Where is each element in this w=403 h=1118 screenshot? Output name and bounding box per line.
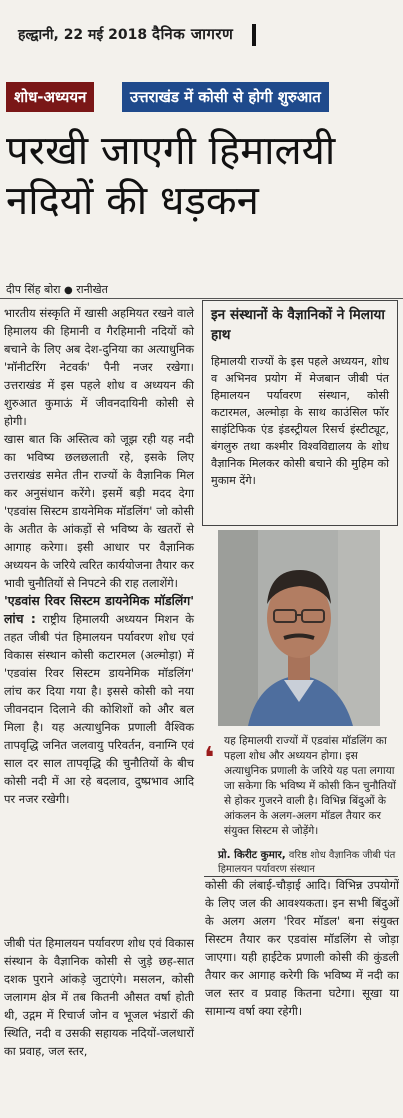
quote-author: प्रो. किरीट कुमार, (218, 849, 286, 861)
info-box-text: हिमालयी राज्यों के इस पहले अध्ययन, शोध व अभिनव प्रयोग में मेजबान जीबी पंत हिमालयन पर्यावरण संस्थान, कोसी कटारमल, अल्मोड़ा के साथ काउंसिल फॉर साइंटिफिक एंड इंडस्ट्रीयल रिसर्च इंस्टीट्यूट, बंगलुरु तथा कश्मीर विश्वविद्यालय के शोध वैज्ञानिक मिलकर कोसी बचाने की मुहिम को मुकाम देंगे। (211, 355, 389, 487)
article-column-2 (4, 934, 194, 1060)
dateline-text: हल्द्वानी, 22 मई 2018 (18, 27, 148, 43)
article-column-1 (4, 304, 194, 808)
byline-author: दीप सिंह बोरा (6, 283, 61, 296)
headline (6, 126, 398, 226)
quote-text: यह हिमालयी राज्यों में एडवांस मॉडलिंग का पहला शोध और अध्ययन होगा। इस अत्याधुनिक प्रणाली के जरिये यह पता लगाया जा सकेगा कि भविष्य में कोसी किन चुनौतियों से होकर गुजरने वाली है। विभिन्न बिंदुओं के आंकलन के अलग-अलग मॉडल तैयार कर संयुक्त सिस्टम से जोड़ेंगे। (224, 735, 396, 837)
byline-rule (0, 298, 403, 299)
section-tag: शोध-अध्ययन (6, 82, 94, 112)
paragraph: राष्ट्रीय हिमालयी अध्ययन मिशन के तहत जीबी पंत हिमालयन पर्यावरण शोध एवं विकास संस्थान कोसी कटारमल (अल्मोड़ा) में 'एडवांस रिवर सिस्टम डायनेमिक मॉडलिंग' लांच कर दिया गया है। इससे कोसी को नया जीवनदान दिलाने की कोशिशों को और बल मिला है। यह अत्याधुनिक प्रणाली वैश्विक तापवृद्धि जनित जलवायु परिवर्तन, वनाग्नि एवं साल दर साल तापवृद्धि की चुनौतियों के बीच कोसी नदी में आ रहे बदलाव, दुष्प्रभाव आदि पर नजर रखेगी। (4, 612, 194, 806)
masthead-bar (252, 24, 256, 46)
byline-place: रानीखेत (76, 283, 108, 296)
quote-author-title: वरिष्ठ शोध वैज्ञानिक जीबी पंत हिमालयन पर्यावरण संस्थान (218, 850, 396, 875)
dateline (18, 24, 256, 46)
scientist-photo (218, 530, 380, 726)
paragraph: कोसी की लंबाई-चौड़ाई आदि। विभिन्न उपयोगों के लिए जल की आवश्यकता। इन सभी बिंदुओं के अलग अलग 'रिवर मॉडल' बना संयुक्त सिस्टम तैयार कर एडवांस मॉडलिंग से जोड़ा जाएगा। यही हाईटेक प्रणाली कोसी की कुंडली तैयार कर आगाह करेगी कि भविष्य में नदी का जल स्तर व प्रवाह कितना घटेगा। सूखा या सामान्य वर्षा क्या रहेगी। (205, 878, 399, 1018)
info-box (202, 300, 398, 526)
headline-line-1: परखी जाएगी हिमालयी (6, 128, 336, 174)
kicker: उत्तराखंड में कोसी से होगी शुरुआत (122, 82, 329, 112)
newspaper-brand: दैनिक जागरण (152, 25, 234, 43)
paragraph: खास बात कि अस्तित्व को जूझ रही यह नदी का भविष्य छलछलाती रहे, इसके लिए उत्तराखंड समेत तीन राज्यों के वैज्ञानिक मिल कर अनुसंधान करेंगे। इसमें बड़ी मदद देगा 'एडवांस सिस्टम डायनेमिक मॉडलिंग' जो कोसी के अतीत के आंकड़ों से भविष्य के खतरों से आगाह करेगा। इसी आधार पर वैज्ञानिक अध्ययन के जरिये त्वरित कार्ययोजना तैयार कर भावी चुनौतियों से निपटने की राह तलाशेंगे। (4, 432, 194, 590)
paragraph: जीबी पंत हिमालयन पर्यावरण शोध एवं विकास संस्थान के वैज्ञानिक कोसी से जुड़े छह-सात दशक पुराने आंकड़े जुटाएंगे। मसलन, कोसी जलागम क्षेत्र में तब कितनी औसत वर्षा होती थी, उद्गम में रिचार्ज जोन व भूजल भंडारों की स्थिति, नदी व उसकी सहायक नदियों-जलधारों का प्रवाह, जल स्तर, (4, 936, 194, 1058)
portrait-image (218, 530, 380, 726)
bullet-icon: ● (64, 285, 73, 296)
quote-mark-icon: ❛ (204, 741, 215, 776)
info-box-title: इन संस्थानों के वैज्ञानिकों ने मिलाया हाथ (211, 307, 385, 343)
article-column-3 (205, 876, 399, 1020)
byline (6, 282, 108, 297)
subhead: 'एडवांस रिवर सिस्टम डायनेमिक मॉडलिंग' लांच : (4, 593, 194, 626)
paragraph: भारतीय संस्कृति में खासी अहमियत रखने वाले हिमालय की हिमानी व गैरहिमानी नदियों को बचाने के लिए अब देश-दुनिया का अत्याधुनिक 'मॉनीटरिंग नेटवर्क' पैनी नजर रखेगा। उत्तराखंड में इस पहले शोध व अध्ययन की शुरुआत कुमाऊं में जीवनदायिनी कोसी से होगी। (4, 306, 194, 428)
quote-attribution (218, 848, 398, 877)
headline-line-2: नदियों की धड़कन (6, 178, 259, 224)
